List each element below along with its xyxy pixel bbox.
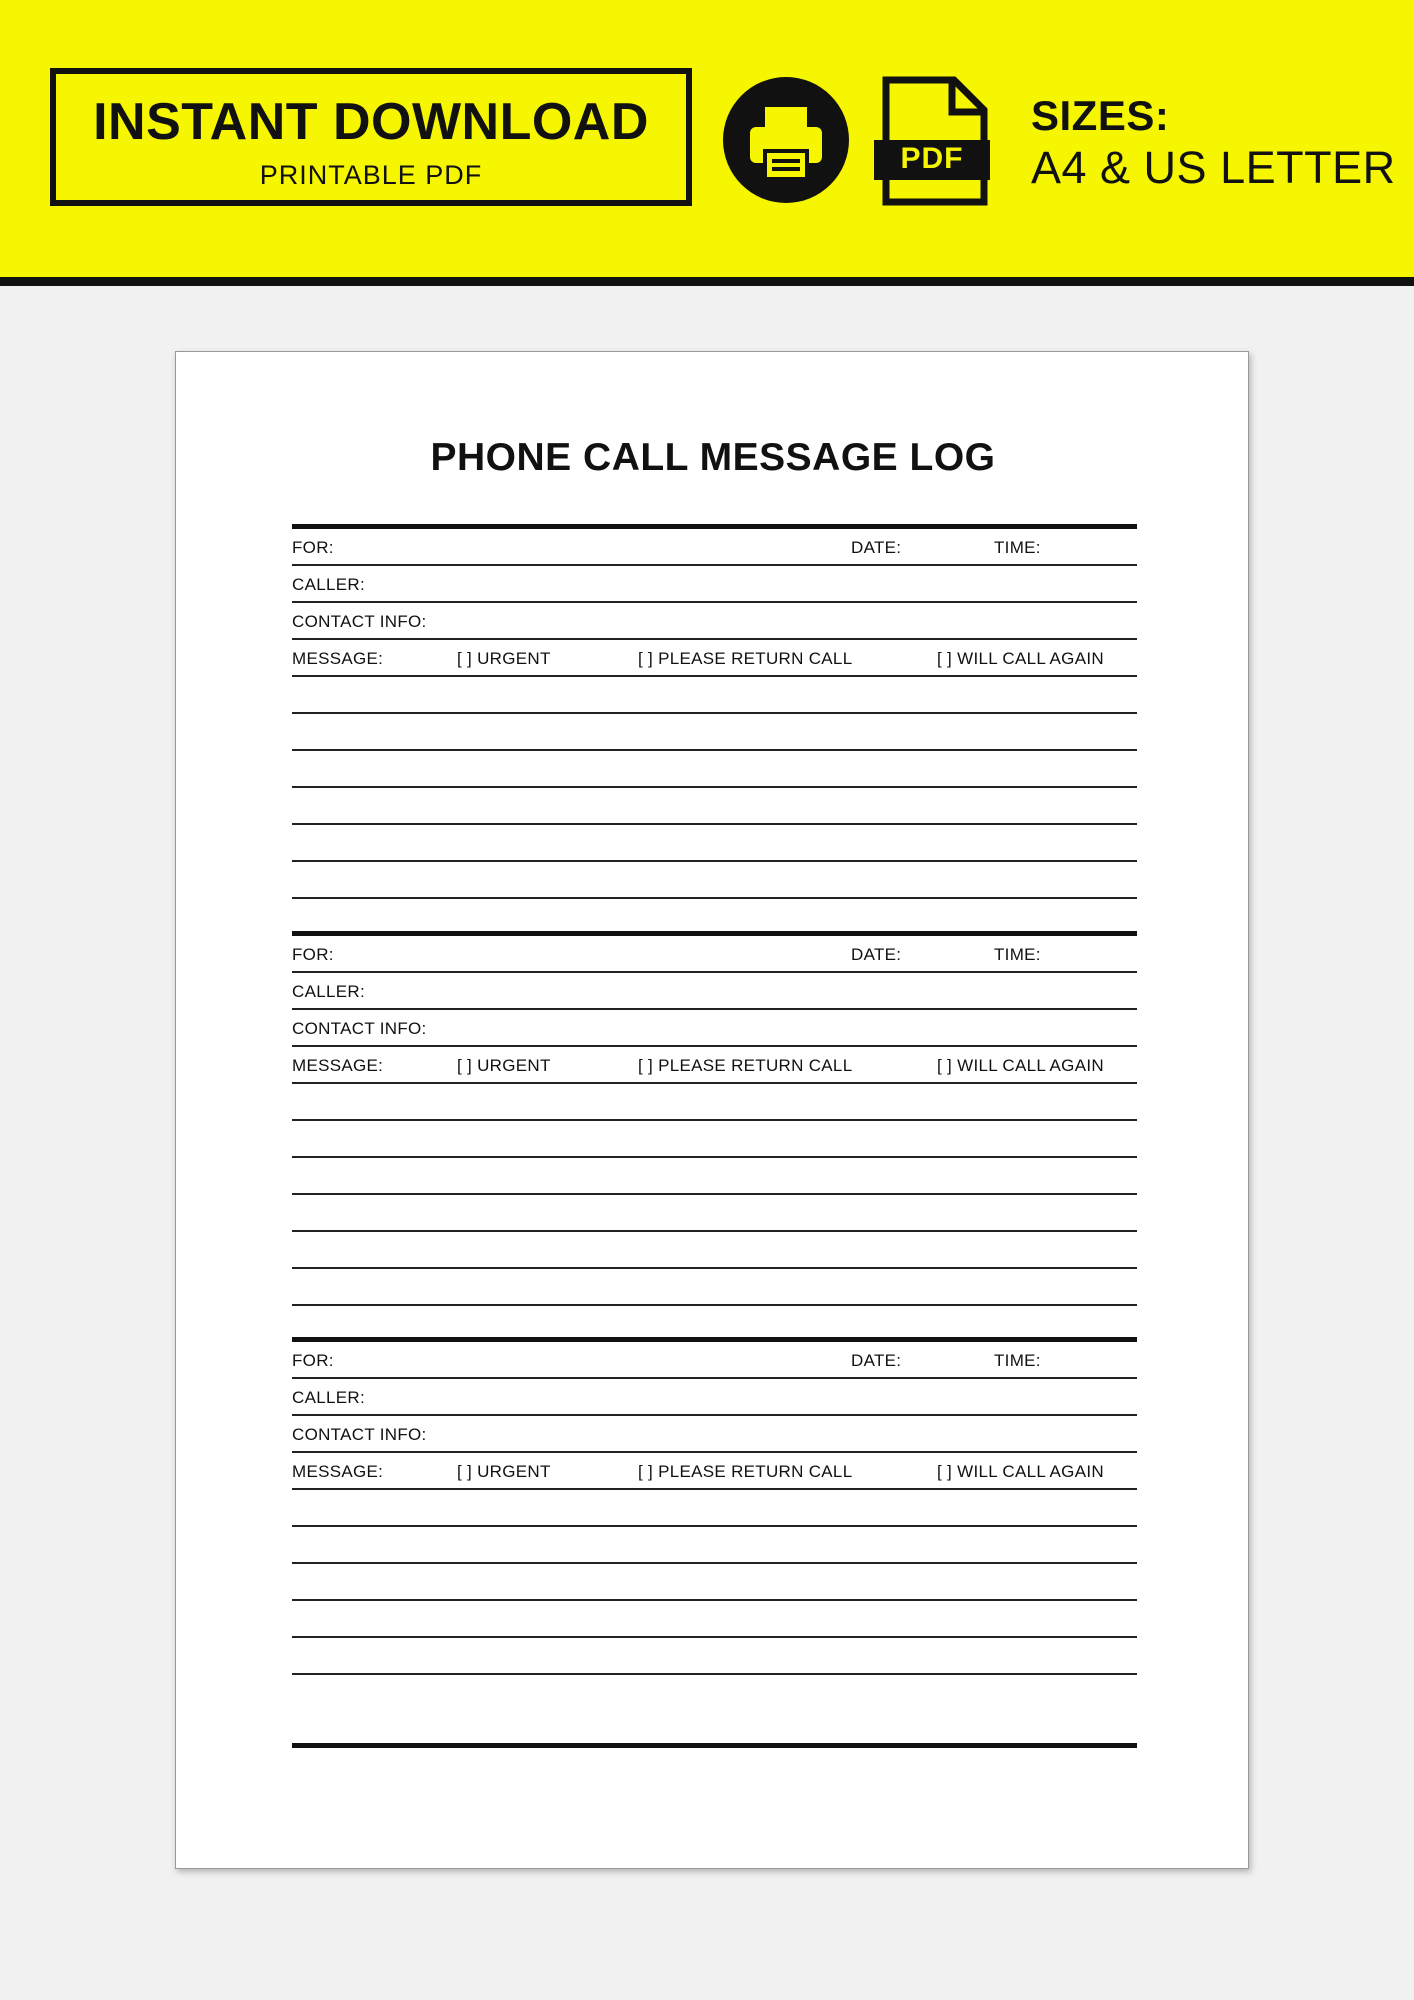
field-line xyxy=(292,1488,1137,1490)
message-line xyxy=(292,786,1137,788)
field-line xyxy=(292,675,1137,677)
contact-info-label: CONTACT INFO: xyxy=(292,612,427,631)
caller-label: CALLER: xyxy=(292,575,365,594)
contact-info-label: CONTACT INFO: xyxy=(292,1425,427,1444)
message-line xyxy=(292,897,1137,899)
date-label: DATE: xyxy=(851,538,902,557)
message-line xyxy=(292,1636,1137,1638)
document-title: PHONE CALL MESSAGE LOG xyxy=(430,436,996,479)
field-line xyxy=(292,564,1137,566)
badge-title: INSTANT DOWNLOAD xyxy=(93,93,649,151)
message-line xyxy=(292,1673,1137,1675)
message-label: MESSAGE: xyxy=(292,1462,384,1481)
urgent-checkbox[interactable]: [ ] URGENT xyxy=(457,649,551,668)
pdf-file-icon xyxy=(872,76,992,206)
sizes-value: A4 & US LETTER xyxy=(1031,142,1396,193)
section-top-rule xyxy=(292,931,1137,936)
field-line xyxy=(292,1414,1137,1416)
caller-label: CALLER: xyxy=(292,1388,365,1407)
field-line xyxy=(292,1377,1137,1379)
field-line xyxy=(292,1082,1137,1084)
will-call-again-checkbox[interactable]: [ ] WILL CALL AGAIN xyxy=(937,1056,1104,1075)
message-entry xyxy=(292,1337,1137,1747)
urgent-checkbox[interactable]: [ ] URGENT xyxy=(457,1056,551,1075)
message-line xyxy=(292,1562,1137,1564)
message-line xyxy=(292,1267,1137,1269)
message-line xyxy=(292,1230,1137,1232)
time-label: TIME: xyxy=(994,1351,1041,1370)
document-page xyxy=(175,351,1249,1869)
message-line xyxy=(292,1525,1137,1527)
pdf-icon-label: PDF xyxy=(900,142,964,175)
closing-rule xyxy=(292,1743,1137,1748)
time-label: TIME: xyxy=(994,538,1041,557)
badge-subtitle: PRINTABLE PDF xyxy=(259,160,483,190)
printer-icon xyxy=(723,77,849,203)
return-call-checkbox[interactable]: [ ] PLEASE RETURN CALL xyxy=(638,649,853,668)
urgent-checkbox[interactable]: [ ] URGENT xyxy=(457,1462,551,1481)
field-line xyxy=(292,638,1137,640)
for-label: FOR: xyxy=(292,538,334,557)
section-top-rule xyxy=(292,524,1137,529)
date-label: DATE: xyxy=(851,1351,902,1370)
return-call-checkbox[interactable]: [ ] PLEASE RETURN CALL xyxy=(638,1056,853,1075)
message-line xyxy=(292,1119,1137,1121)
date-label: DATE: xyxy=(851,945,902,964)
message-label: MESSAGE: xyxy=(292,1056,384,1075)
message-label: MESSAGE: xyxy=(292,649,384,668)
will-call-again-checkbox[interactable]: [ ] WILL CALL AGAIN xyxy=(937,649,1104,668)
message-entry xyxy=(292,931,1137,1341)
message-line xyxy=(292,1599,1137,1601)
for-label: FOR: xyxy=(292,1351,334,1370)
field-line xyxy=(292,971,1137,973)
message-entry xyxy=(292,524,1137,934)
will-call-again-checkbox[interactable]: [ ] WILL CALL AGAIN xyxy=(937,1462,1104,1481)
message-line xyxy=(292,712,1137,714)
field-line xyxy=(292,1045,1137,1047)
message-line xyxy=(292,823,1137,825)
instant-download-badge xyxy=(50,68,692,206)
message-line xyxy=(292,1304,1137,1306)
return-call-checkbox[interactable]: [ ] PLEASE RETURN CALL xyxy=(638,1462,853,1481)
message-line xyxy=(292,860,1137,862)
time-label: TIME: xyxy=(994,945,1041,964)
field-line xyxy=(292,601,1137,603)
field-line xyxy=(292,1451,1137,1453)
message-line xyxy=(292,1193,1137,1195)
banner-divider xyxy=(0,277,1414,286)
sizes-label: SIZES: xyxy=(1031,92,1170,139)
for-label: FOR: xyxy=(292,945,334,964)
field-line xyxy=(292,1008,1137,1010)
message-line xyxy=(292,1156,1137,1158)
promo-banner xyxy=(0,0,1414,277)
section-top-rule xyxy=(292,1337,1137,1342)
contact-info-label: CONTACT INFO: xyxy=(292,1019,427,1038)
caller-label: CALLER: xyxy=(292,982,365,1001)
message-line xyxy=(292,749,1137,751)
